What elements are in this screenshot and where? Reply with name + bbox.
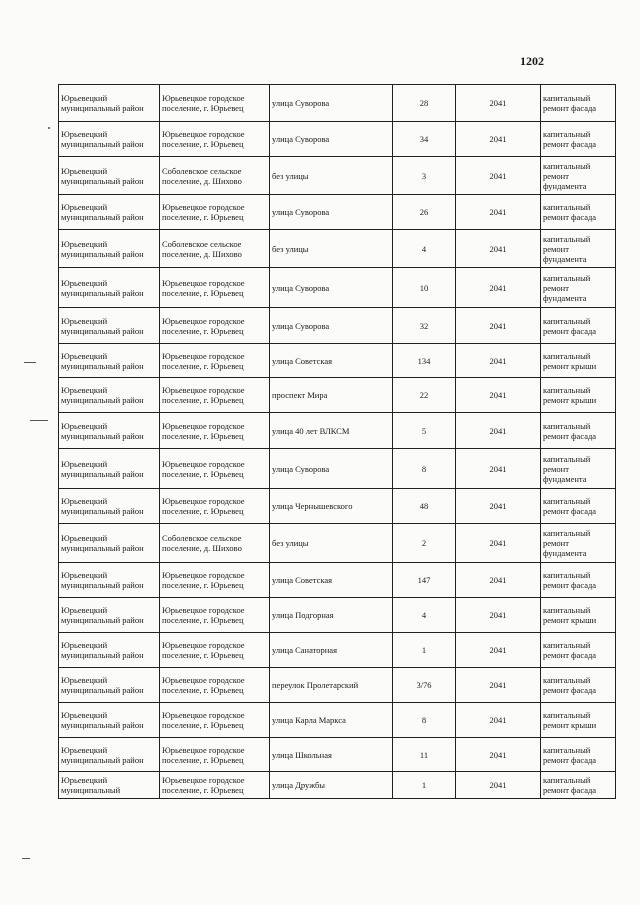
table-row: [59, 633, 616, 668]
cell-street: проспект Мира: [270, 378, 393, 413]
cell-work-type: капитальный ремонт фундамента: [541, 230, 616, 268]
cell-settlement: Юрьевецкое городское поселение, г. Юрьевец: [160, 449, 270, 489]
cell-year: 2041: [456, 633, 541, 668]
cell-district: Юрьевецкий муниципальный район: [59, 344, 160, 378]
cell-district: Юрьевецкий муниципальный район: [59, 268, 160, 308]
cell-settlement: Соболевское сельское поселение, д. Шихово: [160, 524, 270, 563]
table-row: [59, 308, 616, 344]
cell-house-number: 8: [393, 703, 456, 738]
cell-work-type: капитальный ремонт крыши: [541, 344, 616, 378]
cell-work-type: капитальный ремонт фасада: [541, 738, 616, 772]
cell-district: Юрьевецкий муниципальный район: [59, 563, 160, 598]
cell-settlement: Юрьевецкое городское поселение, г. Юрьевец: [160, 308, 270, 344]
page-number: 1202: [520, 54, 544, 68]
cell-settlement: Юрьевецкое городское поселение, г. Юрьевец: [160, 738, 270, 772]
cell-district: Юрьевецкий муниципальный район: [59, 230, 160, 268]
table-row: [59, 157, 616, 195]
cell-district: Юрьевецкий муниципальный район: [59, 738, 160, 772]
cell-settlement: Юрьевецкое городское поселение, г. Юрьевец: [160, 378, 270, 413]
cell-work-type: капитальный ремонт фасада: [541, 85, 616, 122]
cell-work-type: капитальный ремонт крыши: [541, 378, 616, 413]
cell-work-type: капитальный ремонт фундамента: [541, 268, 616, 308]
cell-work-type: капитальный ремонт фасада: [541, 633, 616, 668]
table-row: [59, 772, 616, 799]
table-row: [59, 524, 616, 563]
cell-house-number: 3: [393, 157, 456, 195]
cell-district: Юрьевецкий муниципальный район: [59, 308, 160, 344]
cell-street: улица Чернышевского: [270, 489, 393, 524]
table-row: [59, 738, 616, 772]
cell-work-type: капитальный ремонт фундамента: [541, 524, 616, 563]
cell-street: улица Подгорная: [270, 598, 393, 633]
cell-street: без улицы: [270, 230, 393, 268]
cell-street: улица Суворова: [270, 449, 393, 489]
cell-street: без улицы: [270, 524, 393, 563]
cell-settlement: Соболевское сельское поселение, д. Шихово: [160, 230, 270, 268]
cell-year: 2041: [456, 598, 541, 633]
cell-house-number: 8: [393, 449, 456, 489]
cell-year: 2041: [456, 413, 541, 449]
cell-street: улица Санаторная: [270, 633, 393, 668]
cell-work-type: капитальный ремонт фасада: [541, 772, 616, 799]
cell-year: 2041: [456, 308, 541, 344]
cell-year: 2041: [456, 195, 541, 230]
cell-house-number: 26: [393, 195, 456, 230]
scan-mark: [24, 362, 36, 363]
cell-settlement: Юрьевецкое городское поселение, г. Юрьевец: [160, 85, 270, 122]
table-row: [59, 85, 616, 122]
table-row: [59, 413, 616, 449]
cell-house-number: 10: [393, 268, 456, 308]
cell-district: Юрьевецкий муниципальный район: [59, 524, 160, 563]
cell-street: улица 40 лет ВЛКСМ: [270, 413, 393, 449]
table-row: [59, 563, 616, 598]
cell-year: 2041: [456, 668, 541, 703]
cell-year: 2041: [456, 157, 541, 195]
cell-settlement: Юрьевецкое городское поселение, г. Юрьевец: [160, 703, 270, 738]
table-row: [59, 668, 616, 703]
scan-mark: [30, 420, 48, 421]
cell-district: Юрьевецкий муниципальный район: [59, 122, 160, 157]
cell-house-number: 147: [393, 563, 456, 598]
cell-settlement: Юрьевецкое городское поселение, г. Юрьевец: [160, 598, 270, 633]
table-row: [59, 268, 616, 308]
scan-mark: [22, 858, 30, 859]
cell-settlement: Юрьевецкое городское поселение, г. Юрьевец: [160, 344, 270, 378]
cell-district: Юрьевецкий муниципальный район: [59, 489, 160, 524]
cell-house-number: 134: [393, 344, 456, 378]
cell-street: улица Суворова: [270, 85, 393, 122]
cell-year: 2041: [456, 703, 541, 738]
table-row: [59, 344, 616, 378]
cell-work-type: капитальный ремонт фундамента: [541, 449, 616, 489]
cell-district: Юрьевецкий муниципальный район: [59, 449, 160, 489]
cell-work-type: капитальный ремонт фасада: [541, 668, 616, 703]
cell-house-number: 1: [393, 633, 456, 668]
cell-district: Юрьевецкий муниципальный район: [59, 85, 160, 122]
table-row: [59, 489, 616, 524]
cell-year: 2041: [456, 230, 541, 268]
cell-year: 2041: [456, 85, 541, 122]
cell-work-type: капитальный ремонт фасада: [541, 489, 616, 524]
cell-house-number: 5: [393, 413, 456, 449]
scan-dot: [48, 127, 50, 129]
table-row: [59, 122, 616, 157]
table-row: [59, 230, 616, 268]
cell-street: улица Советская: [270, 563, 393, 598]
cell-year: 2041: [456, 268, 541, 308]
cell-house-number: 48: [393, 489, 456, 524]
cell-year: 2041: [456, 489, 541, 524]
cell-year: 2041: [456, 738, 541, 772]
cell-settlement: Юрьевецкое городское поселение, г. Юрьевец: [160, 122, 270, 157]
cell-district: Юрьевецкий муниципальный район: [59, 668, 160, 703]
cell-work-type: капитальный ремонт фасада: [541, 308, 616, 344]
cell-work-type: капитальный ремонт фасада: [541, 563, 616, 598]
cell-house-number: 2: [393, 524, 456, 563]
cell-year: 2041: [456, 563, 541, 598]
table-row: [59, 195, 616, 230]
cell-district: Юрьевецкий муниципальный район: [59, 157, 160, 195]
cell-settlement: Юрьевецкое городское поселение, г. Юрьевец: [160, 195, 270, 230]
cell-street: улица Карла Маркса: [270, 703, 393, 738]
cell-settlement: Юрьевецкое городское поселение, г. Юрьевец: [160, 633, 270, 668]
table-row: [59, 378, 616, 413]
cell-year: 2041: [456, 378, 541, 413]
cell-settlement: Юрьевецкое городское поселение, г. Юрьевец: [160, 489, 270, 524]
cell-work-type: капитальный ремонт фасада: [541, 195, 616, 230]
cell-house-number: 1: [393, 772, 456, 799]
cell-settlement: Соболевское сельское поселение, д. Шихово: [160, 157, 270, 195]
cell-street: улица Советская: [270, 344, 393, 378]
table-row: [59, 449, 616, 489]
cell-district: Юрьевецкий муниципальный район: [59, 633, 160, 668]
cell-work-type: капитальный ремонт фасада: [541, 122, 616, 157]
cell-street: улица Школьная: [270, 738, 393, 772]
cell-work-type: капитальный ремонт фундамента: [541, 157, 616, 195]
cell-district: Юрьевецкий муниципальный район: [59, 378, 160, 413]
cell-district: Юрьевецкий муниципальный район: [59, 413, 160, 449]
cell-house-number: 3/76: [393, 668, 456, 703]
cell-street: улица Суворова: [270, 122, 393, 157]
cell-house-number: 32: [393, 308, 456, 344]
cell-house-number: 4: [393, 230, 456, 268]
cell-year: 2041: [456, 449, 541, 489]
cell-street: улица Суворова: [270, 308, 393, 344]
cell-settlement: Юрьевецкое городское поселение, г. Юрьевец: [160, 268, 270, 308]
cell-settlement: Юрьевецкое городское поселение, г. Юрьевец: [160, 772, 270, 799]
cell-house-number: 11: [393, 738, 456, 772]
cell-house-number: 28: [393, 85, 456, 122]
cell-district: Юрьевецкий муниципальный район: [59, 598, 160, 633]
cell-year: 2041: [456, 344, 541, 378]
cell-street: улица Суворова: [270, 195, 393, 230]
cell-street: переулок Пролетарский: [270, 668, 393, 703]
cell-year: 2041: [456, 772, 541, 799]
table-row: [59, 703, 616, 738]
cell-settlement: Юрьевецкое городское поселение, г. Юрьевец: [160, 413, 270, 449]
cell-work-type: капитальный ремонт крыши: [541, 598, 616, 633]
cell-district: Юрьевецкий муниципальный: [59, 772, 160, 799]
cell-house-number: 22: [393, 378, 456, 413]
cell-house-number: 34: [393, 122, 456, 157]
cell-settlement: Юрьевецкое городское поселение, г. Юрьевец: [160, 563, 270, 598]
cell-district: Юрьевецкий муниципальный район: [59, 195, 160, 230]
cell-house-number: 4: [393, 598, 456, 633]
cell-street: улица Суворова: [270, 268, 393, 308]
cell-settlement: Юрьевецкое городское поселение, г. Юрьевец: [160, 668, 270, 703]
cell-street: без улицы: [270, 157, 393, 195]
table-row: [59, 598, 616, 633]
cell-year: 2041: [456, 122, 541, 157]
cell-work-type: капитальный ремонт крыши: [541, 703, 616, 738]
register-table: [58, 84, 616, 799]
cell-street: улица Дружбы: [270, 772, 393, 799]
cell-work-type: капитальный ремонт фасада: [541, 413, 616, 449]
cell-year: 2041: [456, 524, 541, 563]
cell-district: Юрьевецкий муниципальный район: [59, 703, 160, 738]
